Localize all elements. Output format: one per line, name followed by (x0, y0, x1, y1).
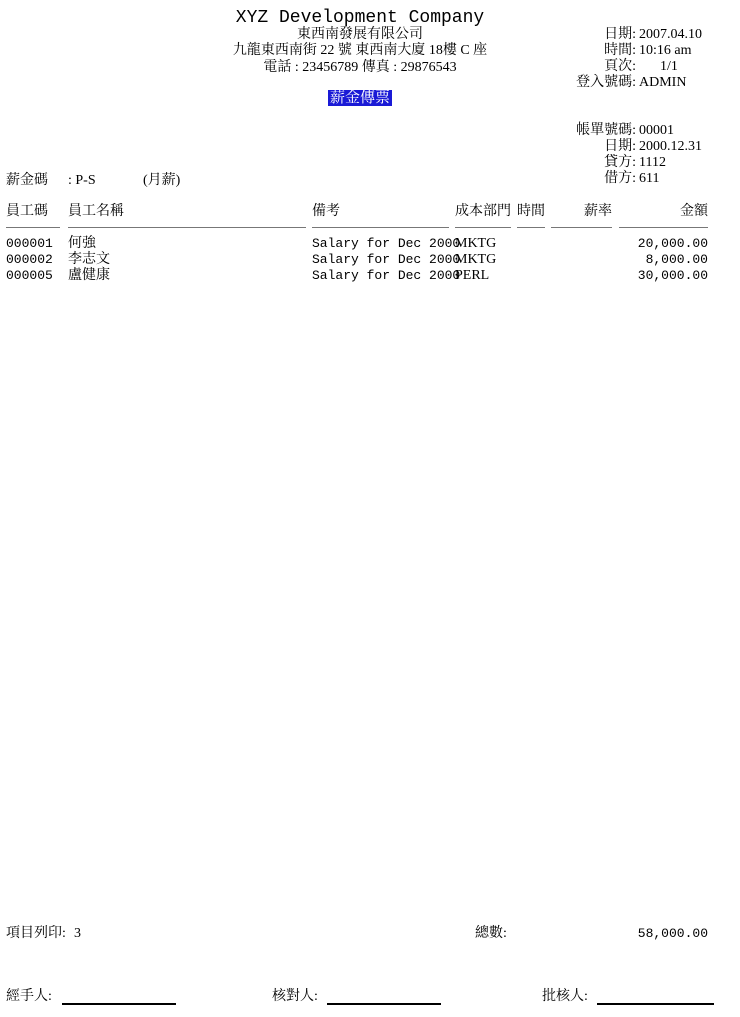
row-cost-dept: PERL (455, 268, 490, 283)
checked-by-signature-line (327, 993, 441, 1005)
header-amount: 金額 (680, 204, 708, 219)
approved-by-label: 批核人: (542, 989, 588, 1004)
company-contact: 電話 : 23456789 傳真 : 29876543 (263, 60, 457, 75)
row-emp-name: 盧健康 (68, 268, 110, 283)
header-cost-dept: 成本部門 (455, 204, 511, 219)
total-label: 總數: (475, 926, 507, 941)
debit-value: 611 (639, 171, 660, 186)
approved-by-signature-line (597, 993, 714, 1005)
row-amount: 30,000.00 (637, 268, 708, 283)
print-time-label: 時間: (604, 43, 636, 58)
handled-by-label: 經手人: (6, 989, 52, 1004)
row-emp-name: 李志文 (68, 252, 110, 267)
print-date-value: 2007.04.10 (639, 27, 702, 42)
company-chinese-name: 東西南發展有限公司 (297, 27, 423, 42)
account-number-value: 00001 (639, 123, 674, 138)
row-emp-name: 何強 (68, 236, 96, 251)
row-amount: 8,000.00 (645, 252, 708, 267)
print-time-value: 10:16 am (639, 43, 692, 58)
row-cost-dept: MKTG (455, 236, 497, 251)
rule-emp-code (6, 227, 60, 228)
login-value: ADMIN (639, 75, 687, 90)
row-emp-code: 000005 (6, 268, 53, 283)
items-printed-value: 3 (74, 926, 81, 941)
salary-type: (月薪) (143, 173, 181, 188)
salary-code-label: 薪金碼 (6, 173, 48, 188)
header-hours: 時間 (517, 204, 545, 219)
row-cost-dept: MKTG (455, 252, 497, 267)
checked-by-label: 核對人: (272, 989, 318, 1004)
items-printed-label: 項目列印: (6, 926, 66, 941)
header-remarks: 備考 (312, 204, 340, 219)
document-title: 薪金傳票 (329, 90, 390, 106)
rule-remarks (312, 227, 449, 228)
rule-hours (517, 227, 545, 228)
header-rate: 薪率 (584, 204, 612, 219)
page-value: 1/1 (660, 59, 678, 74)
total-value: 58,000.00 (637, 926, 708, 941)
rule-emp-name (68, 227, 306, 228)
header-emp-code: 員工碼 (6, 204, 48, 219)
voucher-date-value: 2000.12.31 (639, 139, 702, 154)
rule-cost-dept (455, 227, 511, 228)
handled-by-signature-line (62, 993, 176, 1005)
voucher-date-label: 日期: (604, 139, 636, 154)
rule-rate (551, 227, 612, 228)
row-emp-code: 000002 (6, 252, 53, 267)
company-name: XYZ Development Company (235, 8, 485, 28)
row-emp-code: 000001 (6, 236, 53, 251)
company-address: 九龍東西南街 22 號 東西南大廈 18樓 C 座 (232, 43, 488, 58)
login-label: 登入號碼: (576, 75, 636, 90)
row-amount: 20,000.00 (637, 236, 708, 251)
row-remarks: Salary for Dec 2000 (312, 268, 461, 283)
row-remarks: Salary for Dec 2000 (312, 236, 461, 251)
row-remarks: Salary for Dec 2000 (312, 252, 461, 267)
debit-label: 借方: (604, 171, 636, 186)
credit-value: 1112 (639, 155, 666, 170)
rule-amount (619, 227, 708, 228)
page-label: 頁次: (604, 59, 636, 74)
document-title-container (0, 90, 720, 107)
header-emp-name: 員工名稱 (68, 204, 124, 219)
print-date-label: 日期: (604, 27, 636, 42)
salary-code-value: : P-S (68, 173, 96, 188)
account-number-label: 帳單號碼: (576, 123, 636, 138)
credit-label: 貸方: (604, 155, 636, 170)
